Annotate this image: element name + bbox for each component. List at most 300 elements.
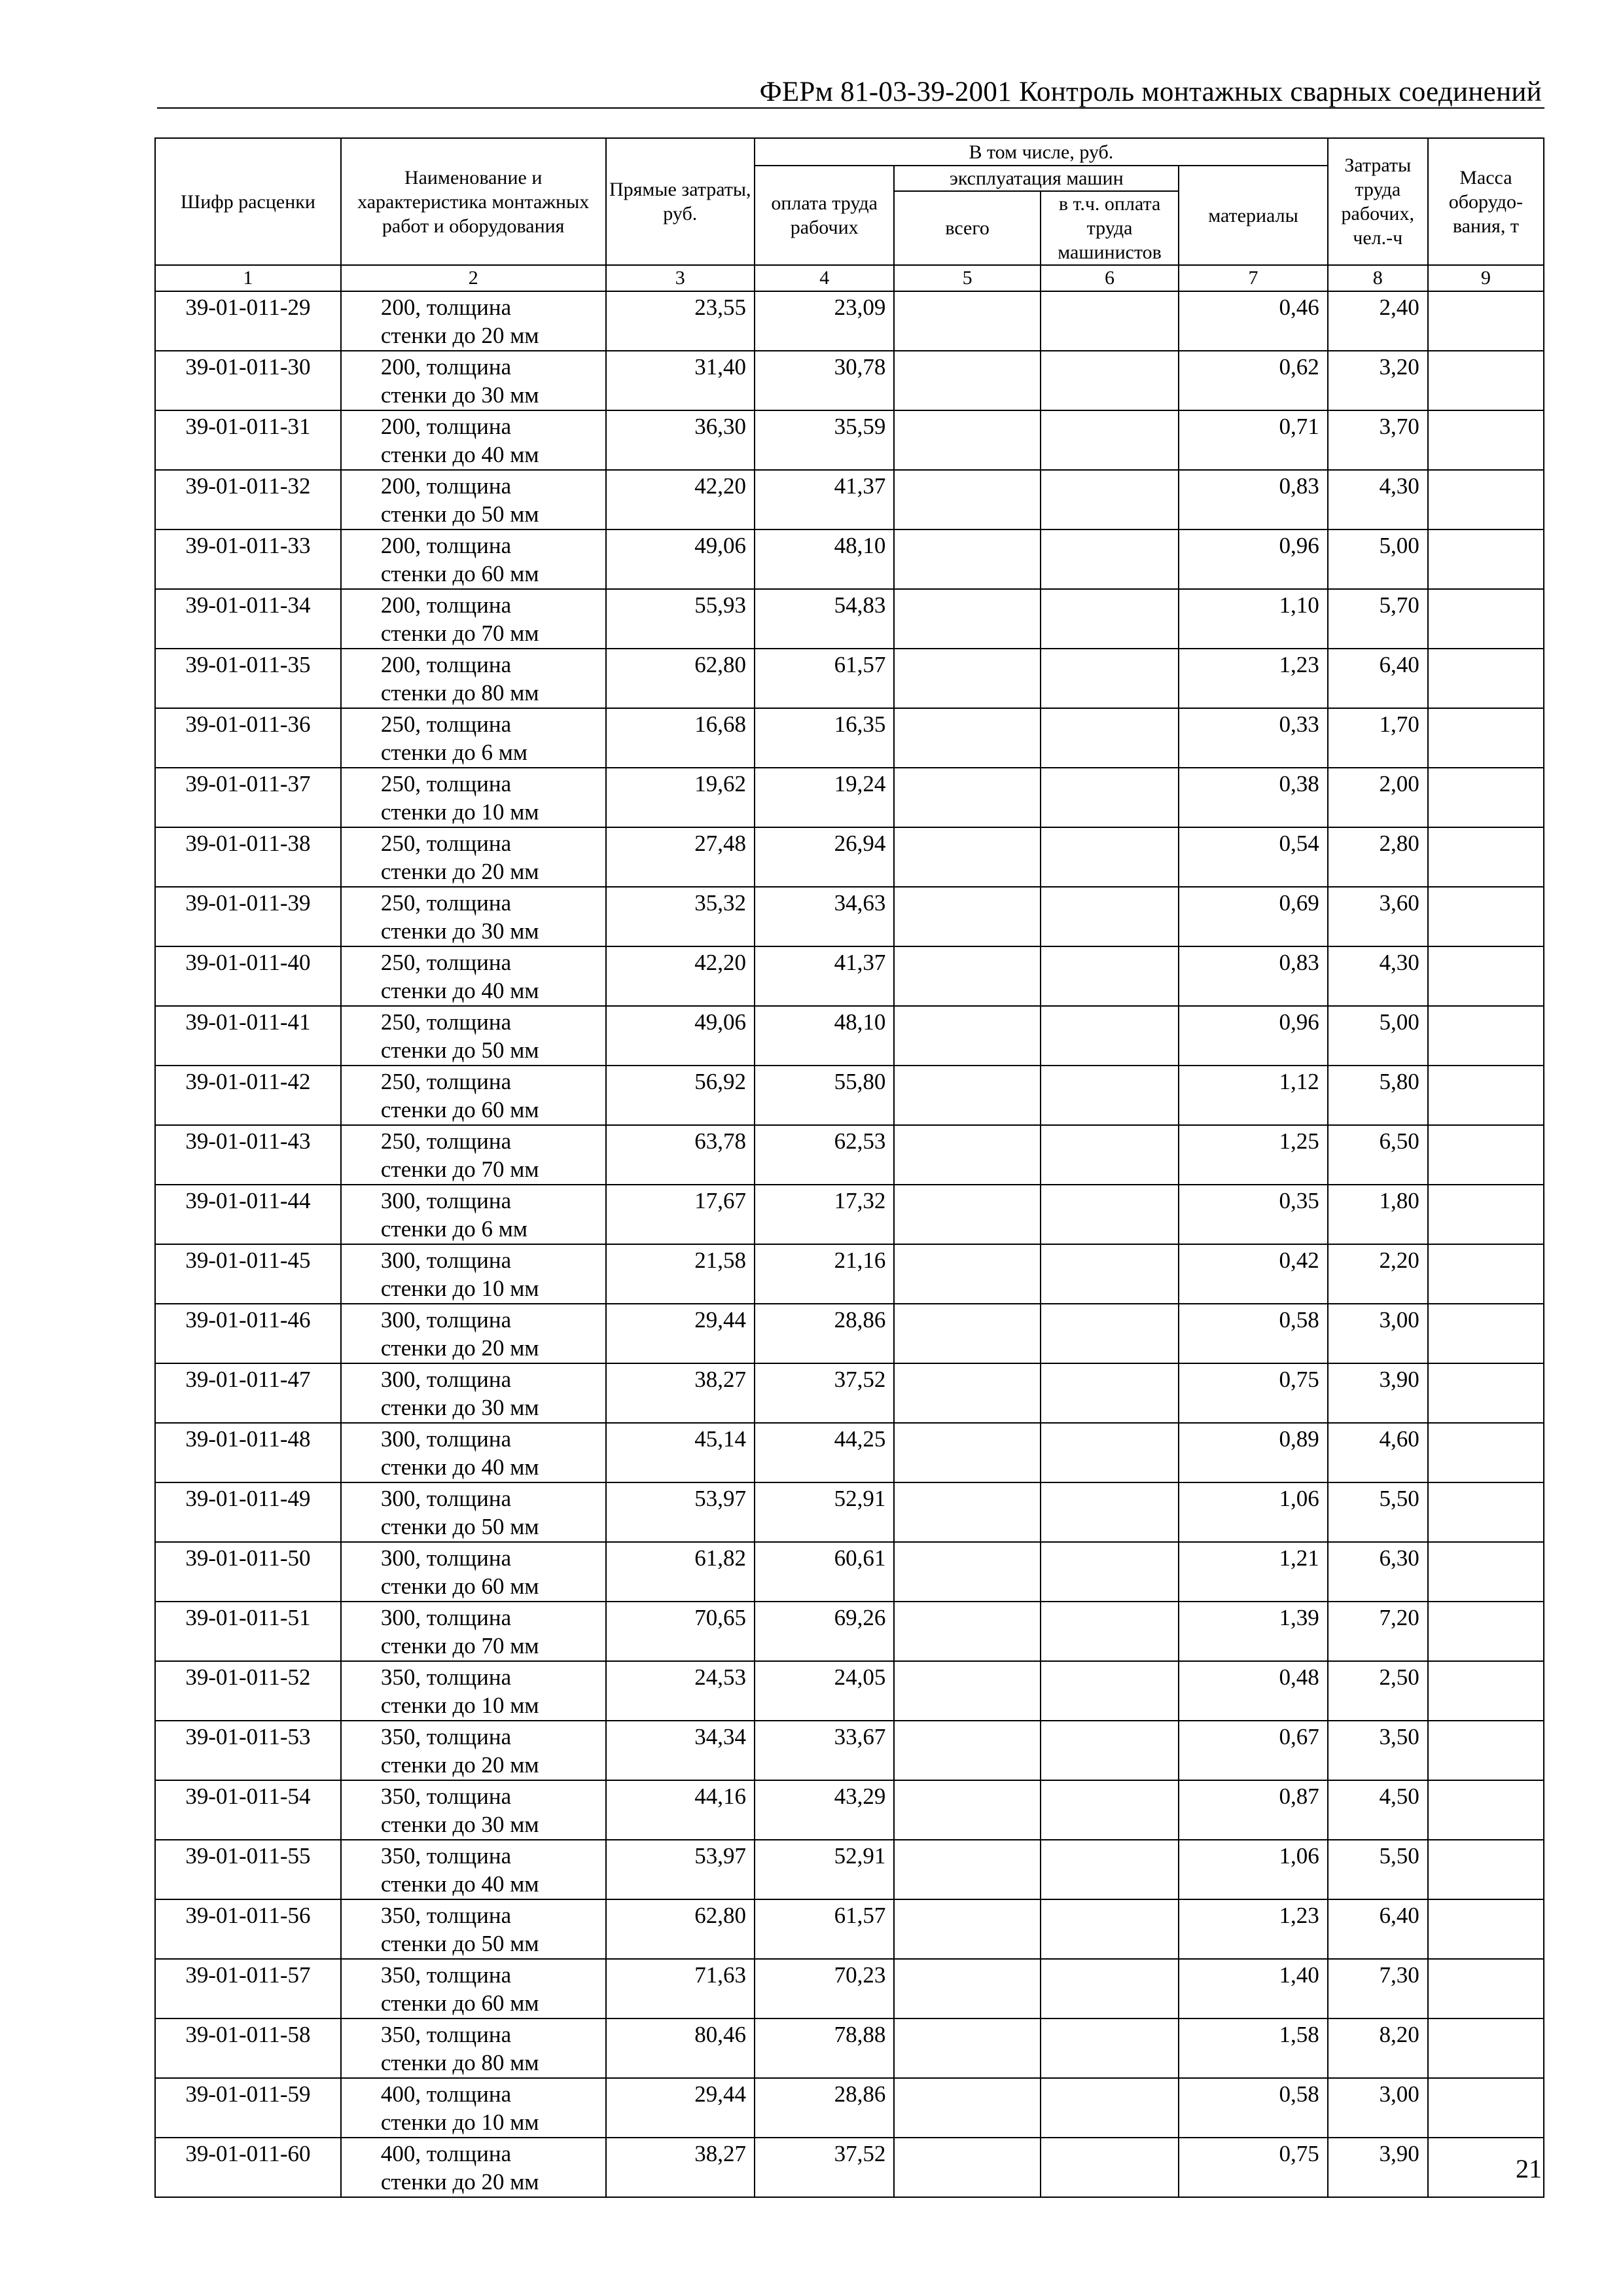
table-row — [155, 529, 1544, 589]
rate-name-line-2: стенки до 80 мм — [380, 680, 539, 706]
materials: 0,67 — [1179, 1721, 1328, 1780]
wages: 21,16 — [755, 1244, 894, 1304]
machines-wages — [1041, 2078, 1179, 2138]
rate-code: 39-01-011-45 — [155, 1244, 341, 1304]
rate-name — [341, 2018, 606, 2078]
direct-costs: 35,32 — [606, 887, 755, 946]
header-code: Шифр расценки — [155, 138, 341, 265]
rate-name-line-2: стенки до 10 мм — [380, 1276, 539, 1301]
equipment-mass — [1428, 291, 1544, 351]
rate-name-line-1: 350, толщина — [380, 1724, 512, 1749]
labor-costs: 5,00 — [1328, 1006, 1428, 1066]
table-row — [155, 351, 1544, 410]
rate-name — [341, 2078, 606, 2138]
machines-total — [894, 589, 1040, 649]
rate-name-line-2: стенки до 30 мм — [380, 918, 539, 944]
rate-name — [341, 2138, 606, 2197]
rate-name — [341, 887, 606, 946]
wages: 54,83 — [755, 589, 894, 649]
table-row — [155, 1542, 1544, 1602]
machines-total — [894, 529, 1040, 589]
direct-costs: 44,16 — [606, 1780, 755, 1840]
materials: 1,23 — [1179, 649, 1328, 708]
table-row — [155, 1006, 1544, 1066]
table-row — [155, 649, 1544, 708]
equipment-mass — [1428, 410, 1544, 470]
direct-costs: 56,92 — [606, 1066, 755, 1125]
rate-name-line-1: 250, толщина — [380, 1128, 512, 1154]
machines-total — [894, 768, 1040, 827]
header-including: В том числе, руб. — [755, 138, 1328, 166]
page-number: 21 — [1516, 2154, 1542, 2183]
machines-total — [894, 1840, 1040, 1899]
rate-name — [341, 1602, 606, 1661]
header-name: Наименование и характеристика монтажных работ и оборудования — [341, 138, 606, 265]
rate-name — [341, 1185, 606, 1244]
rate-code: 39-01-011-42 — [155, 1066, 341, 1125]
wages: 35,59 — [755, 410, 894, 470]
rate-name-line-1: 350, толщина — [380, 1843, 512, 1869]
rate-code: 39-01-011-43 — [155, 1125, 341, 1185]
labor-costs: 3,90 — [1328, 2138, 1428, 2197]
rate-name-line-2: стенки до 10 мм — [380, 1693, 539, 1718]
labor-costs: 5,50 — [1328, 1840, 1428, 1899]
column-number: 1 — [155, 265, 341, 291]
rate-name-line-2: стенки до 10 мм — [380, 799, 539, 825]
rate-name-line-1: 300, толщина — [380, 1247, 512, 1273]
machines-wages — [1041, 1423, 1179, 1482]
rate-name-line-1: 350, толщина — [380, 2022, 512, 2047]
labor-costs: 3,50 — [1328, 1721, 1428, 1780]
labor-costs: 7,30 — [1328, 1959, 1428, 2018]
labor-costs: 6,40 — [1328, 649, 1428, 708]
labor-costs: 5,00 — [1328, 529, 1428, 589]
materials: 1,21 — [1179, 1542, 1328, 1602]
materials: 0,35 — [1179, 1185, 1328, 1244]
machines-total — [894, 649, 1040, 708]
equipment-mass — [1428, 649, 1544, 708]
rate-code: 39-01-011-47 — [155, 1363, 341, 1423]
machines-total — [894, 946, 1040, 1006]
materials: 0,83 — [1179, 946, 1328, 1006]
header-direct-costs: Прямые затраты, руб. — [606, 138, 755, 265]
rate-code: 39-01-011-37 — [155, 768, 341, 827]
labor-costs: 3,20 — [1328, 351, 1428, 410]
rate-name-line-1: 200, толщина — [380, 414, 512, 439]
rate-name-line-1: 200, толщина — [380, 295, 512, 320]
equipment-mass — [1428, 1125, 1544, 1185]
labor-costs: 5,80 — [1328, 1066, 1428, 1125]
wages: 62,53 — [755, 1125, 894, 1185]
equipment-mass — [1428, 1780, 1544, 1840]
rate-name — [341, 1899, 606, 1959]
direct-costs: 42,20 — [606, 470, 755, 529]
wages: 16,35 — [755, 708, 894, 768]
wages: 33,67 — [755, 1721, 894, 1780]
rate-code: 39-01-011-58 — [155, 2018, 341, 2078]
table-row — [155, 1959, 1544, 2018]
direct-costs: 70,65 — [606, 1602, 755, 1661]
rate-name-line-2: стенки до 40 мм — [380, 442, 539, 467]
direct-costs: 29,44 — [606, 1304, 755, 1363]
machines-total — [894, 410, 1040, 470]
rate-name-line-2: стенки до 20 мм — [380, 859, 539, 884]
machines-wages — [1041, 887, 1179, 946]
rate-name — [341, 1721, 606, 1780]
equipment-mass — [1428, 887, 1544, 946]
rate-name — [341, 1542, 606, 1602]
rate-code: 39-01-011-39 — [155, 887, 341, 946]
rate-name-line-1: 250, толщина — [380, 1069, 512, 1094]
rate-name — [341, 946, 606, 1006]
header-labor: Затраты труда рабочих, чел.-ч — [1328, 138, 1428, 265]
rate-name-line-2: стенки до 30 мм — [380, 382, 539, 408]
rate-code: 39-01-011-57 — [155, 1959, 341, 2018]
equipment-mass — [1428, 1542, 1544, 1602]
rate-code: 39-01-011-40 — [155, 946, 341, 1006]
equipment-mass — [1428, 827, 1544, 887]
rate-name — [341, 1304, 606, 1363]
rate-name-line-2: стенки до 80 мм — [380, 2050, 539, 2075]
materials: 0,42 — [1179, 1244, 1328, 1304]
equipment-mass — [1428, 1840, 1544, 1899]
direct-costs: 62,80 — [606, 1899, 755, 1959]
table-row — [155, 1899, 1544, 1959]
rate-name — [341, 351, 606, 410]
labor-costs: 6,40 — [1328, 1899, 1428, 1959]
machines-total — [894, 2018, 1040, 2078]
table-row — [155, 1780, 1544, 1840]
wages: 17,32 — [755, 1185, 894, 1244]
wages: 41,37 — [755, 946, 894, 1006]
rate-code: 39-01-011-52 — [155, 1661, 341, 1721]
wages: 23,09 — [755, 291, 894, 351]
machines-total — [894, 1721, 1040, 1780]
machines-wages — [1041, 827, 1179, 887]
labor-costs: 2,40 — [1328, 291, 1428, 351]
rate-name-line-2: стенки до 20 мм — [380, 1752, 539, 1778]
labor-costs: 3,90 — [1328, 1363, 1428, 1423]
machines-wages — [1041, 1840, 1179, 1899]
rate-name-line-1: 200, толщина — [380, 354, 512, 380]
machines-total — [894, 1125, 1040, 1185]
table-row — [155, 1244, 1544, 1304]
materials: 0,46 — [1179, 291, 1328, 351]
rate-name — [341, 291, 606, 351]
header-mass: Масса оборудо-вания, т — [1428, 138, 1544, 265]
wages: 28,86 — [755, 1304, 894, 1363]
rate-code: 39-01-011-33 — [155, 529, 341, 589]
labor-costs: 1,70 — [1328, 708, 1428, 768]
labor-costs: 3,70 — [1328, 410, 1428, 470]
wages: 43,29 — [755, 1780, 894, 1840]
direct-costs: 23,55 — [606, 291, 755, 351]
machines-wages — [1041, 1602, 1179, 1661]
rate-name-line-2: стенки до 6 мм — [380, 740, 528, 765]
labor-costs: 4,60 — [1328, 1423, 1428, 1482]
labor-costs: 1,80 — [1328, 1185, 1428, 1244]
rate-name — [341, 529, 606, 589]
equipment-mass — [1428, 1959, 1544, 2018]
table-row — [155, 291, 1544, 351]
equipment-mass — [1428, 1423, 1544, 1482]
rate-code: 39-01-011-36 — [155, 708, 341, 768]
machines-wages — [1041, 589, 1179, 649]
machines-wages — [1041, 649, 1179, 708]
machines-total — [894, 1423, 1040, 1482]
machines-wages — [1041, 1125, 1179, 1185]
rate-name-line-2: стенки до 60 мм — [380, 1573, 539, 1599]
wages: 19,24 — [755, 768, 894, 827]
rate-name-line-1: 300, толщина — [380, 1426, 512, 1452]
direct-costs: 61,82 — [606, 1542, 755, 1602]
machines-total — [894, 1780, 1040, 1840]
machines-wages — [1041, 1959, 1179, 2018]
direct-costs: 62,80 — [606, 649, 755, 708]
machines-wages — [1041, 1006, 1179, 1066]
table-row — [155, 1482, 1544, 1542]
materials: 0,75 — [1179, 2138, 1328, 2197]
direct-costs: 17,67 — [606, 1185, 755, 1244]
rate-name — [341, 410, 606, 470]
header-machines-wages: в т.ч. оплата труда машинистов — [1041, 191, 1179, 265]
materials: 0,69 — [1179, 887, 1328, 946]
machines-total — [894, 2078, 1040, 2138]
machines-wages — [1041, 529, 1179, 589]
rate-code: 39-01-011-49 — [155, 1482, 341, 1542]
column-number: 6 — [1041, 265, 1179, 291]
materials: 0,54 — [1179, 827, 1328, 887]
materials: 0,58 — [1179, 2078, 1328, 2138]
rate-code: 39-01-011-48 — [155, 1423, 341, 1482]
wages: 61,57 — [755, 649, 894, 708]
machines-total — [894, 1304, 1040, 1363]
direct-costs: 38,27 — [606, 2138, 755, 2197]
rate-name-line-2: стенки до 20 мм — [380, 1335, 539, 1361]
table-row — [155, 1066, 1544, 1125]
machines-wages — [1041, 1185, 1179, 1244]
equipment-mass — [1428, 589, 1544, 649]
rate-name-line-1: 200, толщина — [380, 592, 512, 618]
direct-costs: 55,93 — [606, 589, 755, 649]
equipment-mass — [1428, 1661, 1544, 1721]
machines-wages — [1041, 2018, 1179, 2078]
wages: 26,94 — [755, 827, 894, 887]
direct-costs: 53,97 — [606, 1482, 755, 1542]
rate-name-line-1: 200, толщина — [380, 533, 512, 558]
table-row — [155, 2078, 1544, 2138]
equipment-mass — [1428, 768, 1544, 827]
rate-name-line-1: 200, толщина — [380, 473, 512, 499]
rate-name-line-2: стенки до 50 мм — [380, 501, 539, 527]
header-divider — [157, 107, 1544, 109]
machines-wages — [1041, 1304, 1179, 1363]
rate-name-line-2: стенки до 20 мм — [380, 2169, 539, 2195]
machines-wages — [1041, 1542, 1179, 1602]
labor-costs: 2,80 — [1328, 827, 1428, 887]
rate-name — [341, 589, 606, 649]
machines-wages — [1041, 410, 1179, 470]
machines-wages — [1041, 2138, 1179, 2197]
direct-costs: 29,44 — [606, 2078, 755, 2138]
table-row — [155, 1423, 1544, 1482]
rate-name-line-2: стенки до 10 мм — [380, 2109, 539, 2135]
equipment-mass — [1428, 1006, 1544, 1066]
materials: 0,96 — [1179, 529, 1328, 589]
rate-name-line-2: стенки до 60 мм — [380, 1097, 539, 1122]
rate-code: 39-01-011-38 — [155, 827, 341, 887]
rate-name-line-1: 250, толщина — [380, 1009, 512, 1035]
direct-costs: 38,27 — [606, 1363, 755, 1423]
materials: 0,89 — [1179, 1423, 1328, 1482]
equipment-mass — [1428, 1185, 1544, 1244]
wages: 48,10 — [755, 529, 894, 589]
column-number: 5 — [894, 265, 1040, 291]
rate-code: 39-01-011-60 — [155, 2138, 341, 2197]
table-row — [155, 887, 1544, 946]
machines-wages — [1041, 1482, 1179, 1542]
column-number: 8 — [1328, 265, 1428, 291]
column-number: 9 — [1428, 265, 1544, 291]
direct-costs: 80,46 — [606, 2018, 755, 2078]
rate-name — [341, 1959, 606, 2018]
equipment-mass — [1428, 946, 1544, 1006]
rate-code: 39-01-011-53 — [155, 1721, 341, 1780]
rate-name-line-2: стенки до 50 мм — [380, 1931, 539, 1956]
equipment-mass — [1428, 529, 1544, 589]
labor-costs: 4,50 — [1328, 1780, 1428, 1840]
rate-name-line-2: стенки до 70 мм — [380, 620, 539, 646]
equipment-mass — [1428, 1066, 1544, 1125]
equipment-mass — [1428, 1363, 1544, 1423]
rate-name-line-2: стенки до 50 мм — [380, 1514, 539, 1539]
rate-name-line-1: 350, толщина — [380, 1784, 512, 1809]
rate-code: 39-01-011-31 — [155, 410, 341, 470]
labor-costs: 7,20 — [1328, 1602, 1428, 1661]
table-row — [155, 768, 1544, 827]
equipment-mass — [1428, 2018, 1544, 2078]
table-row — [155, 946, 1544, 1006]
rate-name-line-1: 300, толщина — [380, 1545, 512, 1571]
column-number: 3 — [606, 265, 755, 291]
rate-code: 39-01-011-54 — [155, 1780, 341, 1840]
materials: 1,58 — [1179, 2018, 1328, 2078]
rate-name-line-1: 250, толщина — [380, 890, 512, 916]
wages: 34,63 — [755, 887, 894, 946]
materials: 0,58 — [1179, 1304, 1328, 1363]
materials: 0,38 — [1179, 768, 1328, 827]
rate-name-line-1: 250, толщина — [380, 831, 512, 856]
rate-code: 39-01-011-34 — [155, 589, 341, 649]
rate-code: 39-01-011-32 — [155, 470, 341, 529]
rate-code: 39-01-011-50 — [155, 1542, 341, 1602]
wages: 61,57 — [755, 1899, 894, 1959]
equipment-mass — [1428, 1482, 1544, 1542]
header-machines: эксплуатация машин — [894, 166, 1179, 191]
rate-name-line-2: стенки до 50 мм — [380, 1037, 539, 1063]
rate-name-line-1: 300, толщина — [380, 1307, 512, 1333]
direct-costs: 27,48 — [606, 827, 755, 887]
rate-name-line-1: 300, толщина — [380, 1486, 512, 1511]
rate-name — [341, 1482, 606, 1542]
rate-name-line-1: 350, толщина — [380, 1664, 512, 1690]
rate-name — [341, 1780, 606, 1840]
materials: 1,06 — [1179, 1840, 1328, 1899]
rate-name-line-1: 200, толщина — [380, 652, 512, 677]
direct-costs: 49,06 — [606, 529, 755, 589]
wages: 28,86 — [755, 2078, 894, 2138]
direct-costs: 16,68 — [606, 708, 755, 768]
wages: 52,91 — [755, 1482, 894, 1542]
materials: 0,75 — [1179, 1363, 1328, 1423]
labor-costs: 5,50 — [1328, 1482, 1428, 1542]
materials: 1,10 — [1179, 589, 1328, 649]
page-header-title: ФЕРм 81-03-39-2001 Контроль монтажных сварных соединений — [759, 77, 1542, 107]
rate-name-line-2: стенки до 70 мм — [380, 1157, 539, 1182]
table-row — [155, 1304, 1544, 1363]
materials: 0,87 — [1179, 1780, 1328, 1840]
rates-table — [154, 137, 1544, 2198]
labor-costs: 4,30 — [1328, 470, 1428, 529]
labor-costs: 3,60 — [1328, 887, 1428, 946]
machines-total — [894, 1482, 1040, 1542]
labor-costs: 2,50 — [1328, 1661, 1428, 1721]
rate-name — [341, 708, 606, 768]
header-machines-total: всего — [894, 191, 1040, 265]
direct-costs: 49,06 — [606, 1006, 755, 1066]
rate-code: 39-01-011-30 — [155, 351, 341, 410]
direct-costs: 34,34 — [606, 1721, 755, 1780]
equipment-mass — [1428, 470, 1544, 529]
table-row — [155, 1840, 1544, 1899]
wages: 48,10 — [755, 1006, 894, 1066]
direct-costs: 53,97 — [606, 1840, 755, 1899]
machines-total — [894, 1542, 1040, 1602]
machines-total — [894, 1959, 1040, 2018]
machines-total — [894, 1006, 1040, 1066]
rate-code: 39-01-011-59 — [155, 2078, 341, 2138]
equipment-mass — [1428, 1721, 1544, 1780]
wages: 24,05 — [755, 1661, 894, 1721]
equipment-mass — [1428, 1602, 1544, 1661]
rate-name — [341, 1125, 606, 1185]
labor-costs: 2,00 — [1328, 768, 1428, 827]
table-row — [155, 470, 1544, 529]
materials: 1,40 — [1179, 1959, 1328, 2018]
table-row — [155, 2018, 1544, 2078]
machines-wages — [1041, 1661, 1179, 1721]
machines-total — [894, 1661, 1040, 1721]
table-row — [155, 1185, 1544, 1244]
machines-wages — [1041, 768, 1179, 827]
equipment-mass — [1428, 1304, 1544, 1363]
materials: 1,12 — [1179, 1066, 1328, 1125]
labor-costs: 6,50 — [1328, 1125, 1428, 1185]
rates-table-body — [155, 291, 1544, 2197]
machines-wages — [1041, 708, 1179, 768]
rate-name-line-2: стенки до 6 мм — [380, 1216, 528, 1242]
machines-wages — [1041, 946, 1179, 1006]
rate-name-line-1: 250, толщина — [380, 711, 512, 737]
rate-code: 39-01-011-55 — [155, 1840, 341, 1899]
wages: 60,61 — [755, 1542, 894, 1602]
materials: 0,48 — [1179, 1661, 1328, 1721]
machines-wages — [1041, 470, 1179, 529]
rate-name-line-2: стенки до 40 мм — [380, 1454, 539, 1480]
machines-total — [894, 351, 1040, 410]
machines-total — [894, 291, 1040, 351]
equipment-mass — [1428, 708, 1544, 768]
